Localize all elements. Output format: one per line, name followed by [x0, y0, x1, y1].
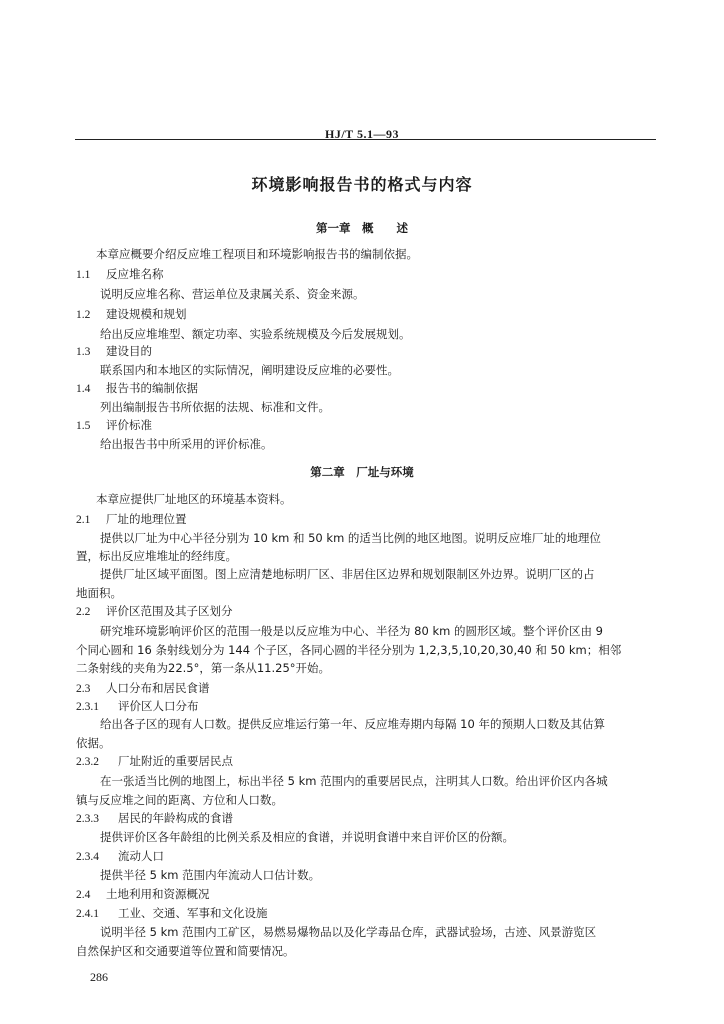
section-title: 流动人口	[118, 849, 164, 863]
paragraph-line: 自然保护区和交通要道等位置和简要情况。	[76, 944, 295, 958]
section-title: 评价标准	[106, 418, 152, 432]
section-number: 2.3.4	[76, 851, 99, 863]
paragraph-line: 依据。	[76, 736, 111, 750]
section-heading-2-3-2	[76, 754, 233, 769]
section-number: 1.5	[76, 420, 91, 432]
section-number: 2.4	[76, 889, 91, 901]
section-heading-2-3-3	[76, 811, 233, 826]
section-heading-2-1	[76, 512, 187, 527]
section-title: 厂址附近的重要居民点	[118, 754, 233, 768]
section-number: 1.2	[76, 309, 91, 321]
section-body-2-3-4: 提供半径 5 km 范围内年流动人口估计数。	[100, 868, 321, 882]
paragraph-line: 镇与反应堆之间的距离、方位和人口数。	[76, 793, 283, 807]
section-title: 人口分布和居民食谱	[106, 681, 210, 695]
section-body-1-2: 给出反应堆堆型、额定功率、实验系统规模及今后发展规划。	[100, 327, 411, 341]
section-title: 报告书的编制依据	[106, 381, 198, 395]
standard-code: HJ/T 5.1—93	[325, 127, 399, 141]
section-number: 1.1	[76, 269, 91, 281]
section-heading-1-4	[76, 381, 198, 396]
paragraph-line: 置，标出反应堆堆址的经纬度。	[76, 549, 237, 563]
section-heading-1-1	[76, 267, 164, 282]
section-title: 土地利用和资源概况	[106, 887, 210, 901]
section-number: 2.3	[76, 683, 91, 695]
section-heading-2-3-4	[76, 849, 164, 864]
section-title: 反应堆名称	[106, 267, 164, 281]
section-body-1-5: 给出报告书中所采用的评价标准。	[100, 437, 273, 451]
section-number: 2.4.1	[76, 908, 99, 920]
section-heading-1-5	[76, 418, 152, 433]
page-number: 286	[90, 970, 108, 984]
section-heading-2-4	[76, 887, 210, 902]
chapter-1-intro: 本章应概要介绍反应堆工程项目和环境影响报告书的编制依据。	[96, 247, 418, 261]
chapter-1-heading: 第一章 概 述	[316, 221, 408, 235]
section-number: 2.3.2	[76, 756, 99, 768]
section-body-1-4: 列出编制报告书所依据的法规、标准和文件。	[100, 400, 330, 414]
section-body-1-3: 联系国内和本地区的实际情况，阐明建设反应堆的必要性。	[100, 363, 399, 377]
section-title: 厂址的地理位置	[106, 512, 187, 526]
section-title: 工业、交通、军事和文化设施	[118, 906, 268, 920]
chapter-2-intro: 本章应提供厂址地区的环境基本资料。	[96, 492, 292, 506]
section-number: 1.4	[76, 383, 91, 395]
section-heading-2-3	[76, 681, 210, 696]
paragraph-line: 给出各子区的现有人口数。提供反应堆运行第一年、反应堆寿期内每隔 10 年的预期人口数及其估算	[100, 717, 605, 731]
section-number: 2.3.3	[76, 813, 99, 825]
section-heading-1-3	[76, 344, 152, 359]
section-number: 2.2	[76, 606, 91, 618]
paragraph-line: 地面积。	[76, 586, 122, 600]
section-title: 评价区范围及其子区划分	[106, 604, 233, 618]
section-title: 建设规模和规划	[106, 307, 187, 321]
section-body-1-1: 说明反应堆名称、营运单位及隶属关系、资金来源。	[100, 287, 365, 301]
paragraph-line: 提供以厂址为中心半径分别为 10 km 和 50 km 的适当比例的地区地图。说明反应堆厂址的地理位	[100, 531, 601, 545]
document-title: 环境影响报告书的格式与内容	[251, 175, 473, 194]
paragraph-line: 二条射线的夹角为22.5°，第一条从11.25°开始。	[76, 661, 331, 675]
section-number: 1.3	[76, 346, 91, 358]
section-title: 建设目的	[106, 344, 152, 358]
header-rule	[75, 139, 656, 140]
paragraph-line: 研究堆环境影响评价区的范围一般是以反应堆为中心、半径为 80 km 的圆形区域。整个评价区由 9	[100, 624, 603, 638]
section-heading-2-2	[76, 604, 233, 619]
paragraph-line: 提供厂址区域平面图。图上应清楚地标明厂区、非居住区边界和规划限制区外边界。说明厂区的占	[100, 567, 595, 581]
section-number: 2.3.1	[76, 701, 99, 713]
section-title: 评价区人口分布	[118, 699, 199, 713]
chapter-2-heading: 第二章 厂址与环境	[310, 465, 414, 479]
paragraph-line: 说明半径 5 km 范围内工矿区，易燃易爆物品以及化学毒品仓库，武器试验场，古迹、风景游览区	[100, 925, 597, 939]
section-heading-1-2	[76, 307, 187, 322]
paragraph-line: 个同心圆和 16 条射线划分为 144 个子区，各同心圆的半径分别为 1,2,3,5,10,20,30,40 和 50 km；相邻	[76, 643, 622, 657]
section-heading-2-3-1	[76, 699, 199, 714]
section-heading-2-4-1	[76, 906, 268, 921]
paragraph-line: 在一张适当比例的地图上，标出半径 5 km 范围内的重要居民点，注明其人口数。给出评价区内各城	[100, 774, 608, 788]
section-number: 2.1	[76, 514, 91, 526]
section-title: 居民的年龄构成的食谱	[118, 811, 233, 825]
section-body-2-3-3: 提供评价区各年龄组的比例关系及相应的食谱，并说明食谱中来自评价区的份额。	[100, 830, 514, 844]
